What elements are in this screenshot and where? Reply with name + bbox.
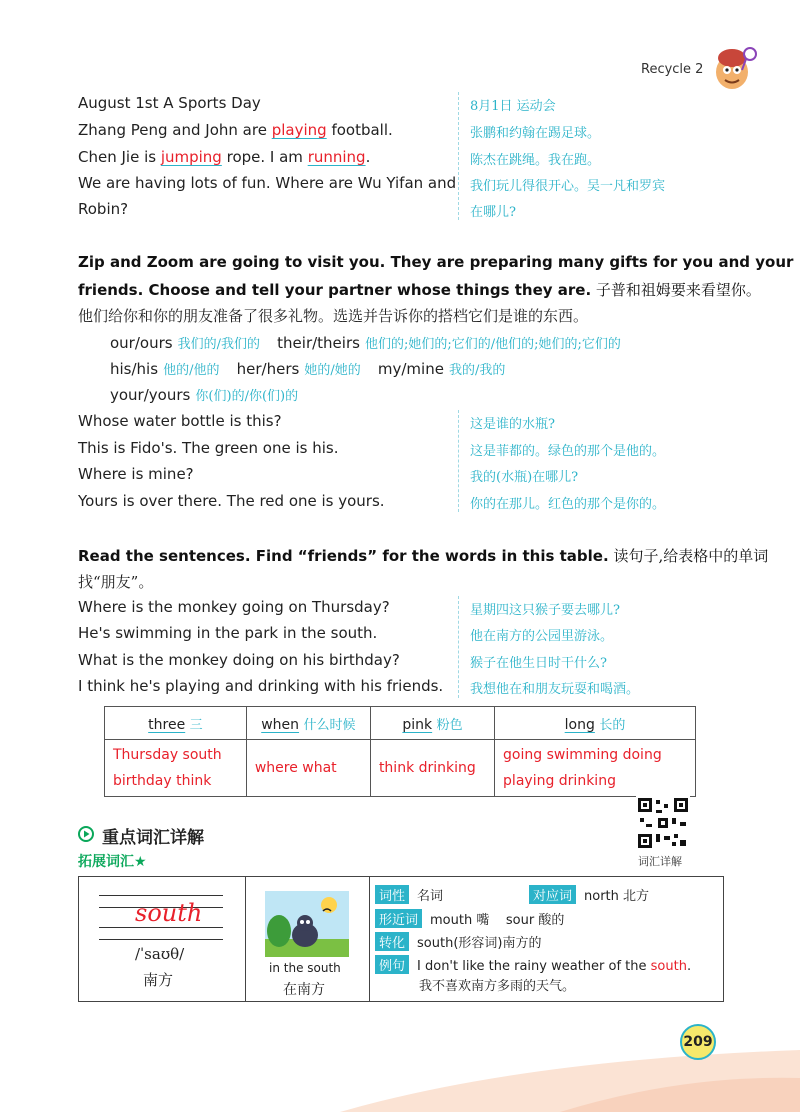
- dialogue-2: This is Fido's. The green one is his.: [78, 439, 339, 457]
- dialogue-3-cn: 我的(水瓶)在哪儿?: [470, 470, 579, 485]
- instruction-line-1: Zip and Zoom are going to visit you. They are preparing many gifts for you and your: [78, 253, 794, 271]
- play-icon: [78, 826, 94, 842]
- page-number-badge: [680, 1024, 716, 1060]
- dialogue-1: Whose water bottle is this?: [78, 412, 282, 430]
- dialogue-2-cn: 这是菲都的。绿色的那个是他的。: [470, 444, 666, 459]
- convert-row: 转化 south(形容词)南方的: [375, 932, 541, 951]
- answer-word: jumping: [160, 148, 222, 166]
- instruction-3-line-2: 找“朋友”。: [78, 573, 154, 591]
- reading-1-cn: 星期四这只猴子要去哪儿?: [470, 603, 620, 618]
- qr-caption: 词汇详解: [638, 855, 682, 868]
- sentence-2: Chen Jie is jumping rope. I am running.: [78, 148, 371, 166]
- antonym-row: 对应词 north 北方: [529, 885, 649, 904]
- page-number: 209: [683, 1034, 713, 1050]
- example-row: 例句 I don't like the rainy weather of the south.: [375, 955, 691, 974]
- pronoun-row-2: his/his 他的/他的 her/hers 她的/她的 my/mine 我的/我的: [110, 360, 506, 378]
- cartoon-mascot-icon: [710, 40, 758, 92]
- monkey-picture-icon: [265, 891, 349, 957]
- dialogue-4: Yours is over there. The red one is yours.: [78, 492, 385, 510]
- picture-caption-cn: 在南方: [283, 982, 325, 998]
- pronoun-row-1: our/ours 我们的/我们的 their/theirs 他们的;她们的;它们的/他们的;她们的;它们的: [110, 334, 621, 352]
- table-cell: think drinking: [370, 740, 494, 797]
- pos-row: 词性 名词: [375, 885, 443, 904]
- sentence-1: Zhang Peng and John are playing football.: [78, 121, 393, 139]
- sentence-4-cn: 在哪儿?: [470, 205, 516, 220]
- word-meaning: 南方: [143, 971, 174, 989]
- sentence-3: We are having lots of fun. Where are Wu Yifan and: [78, 174, 457, 192]
- table-header: when 什么时候: [246, 707, 370, 740]
- sentence-1-cn: 张鹏和约翰在踢足球。: [470, 126, 601, 141]
- reading-2-cn: 他在南方的公园里游泳。: [470, 629, 614, 644]
- reading-2: He's swimming in the park in the south.: [78, 624, 378, 642]
- sentence-3-cn: 我们玩儿得很开心。吴一凡和罗宾: [470, 179, 666, 194]
- phonetic: /ˈsaʊθ/: [135, 945, 185, 963]
- reading-1: Where is the monkey going on Thursday?: [78, 598, 390, 616]
- vocab-title: 重点词汇详解: [102, 828, 204, 848]
- example-cn: 我不喜欢南方多雨的天气。: [419, 979, 576, 994]
- diary-title-cn: 8月1日 运动会: [470, 99, 556, 114]
- reading-3: What is the monkey doing on his birthday?: [78, 651, 400, 669]
- word-table: [104, 706, 696, 797]
- table-cell: going swimming doing playing drinking: [495, 740, 696, 797]
- dialogue-4-cn: 你的在那儿。红色的那个是你的。: [470, 497, 666, 512]
- answer-word: running: [307, 148, 366, 166]
- reading-4-cn: 我想他在和朋友玩耍和喝酒。: [470, 682, 640, 697]
- answer-word: playing: [271, 121, 327, 139]
- table-header: three 三: [105, 707, 247, 740]
- footer-wave-decoration: [0, 1020, 800, 1112]
- table-header: pink 粉色: [370, 707, 494, 740]
- table-cell: Thursday south birthday think: [105, 740, 247, 797]
- vocab-card: [78, 876, 724, 1002]
- reading-3-cn: 猴子在他生日时干什么?: [470, 656, 607, 671]
- reading-4: I think he's playing and drinking with his friends.: [78, 677, 444, 695]
- diary-title: August 1st A Sports Day: [78, 94, 261, 112]
- table-cell: where what: [246, 740, 370, 797]
- similar-row: 形近词 mouth 嘴 sour 酸的: [375, 909, 564, 928]
- dialogue-3: Where is mine?: [78, 465, 194, 483]
- instruction-line-3: 他们给你和你的朋友准备了很多礼物。选选并告诉你的搭档它们是谁的东西。: [78, 307, 589, 325]
- table-header: long 长的: [495, 707, 696, 740]
- instruction-line-2: friends. Choose and tell your partner whose things they are. 子普和祖姆要来看望你。: [78, 281, 761, 299]
- sentence-2-cn: 陈杰在跳绳。我在跑。: [470, 153, 601, 168]
- vocab-word: south: [135, 899, 203, 927]
- sentence-4: Robin?: [78, 200, 129, 218]
- pronoun-row-3: your/yours 你(们)的/你(们)的: [110, 386, 299, 404]
- qr-code-icon[interactable]: [636, 796, 690, 850]
- vocab-subtitle: 拓展词汇★: [78, 854, 147, 870]
- instruction-3-line-1: Read the sentences. Find “friends” for the words in this table. 读句子,给表格中的单词: [78, 547, 769, 565]
- dialogue-1-cn: 这是谁的水瓶?: [470, 417, 555, 432]
- picture-caption-en: in the south: [269, 961, 341, 975]
- section-label: Recycle 2: [641, 62, 704, 77]
